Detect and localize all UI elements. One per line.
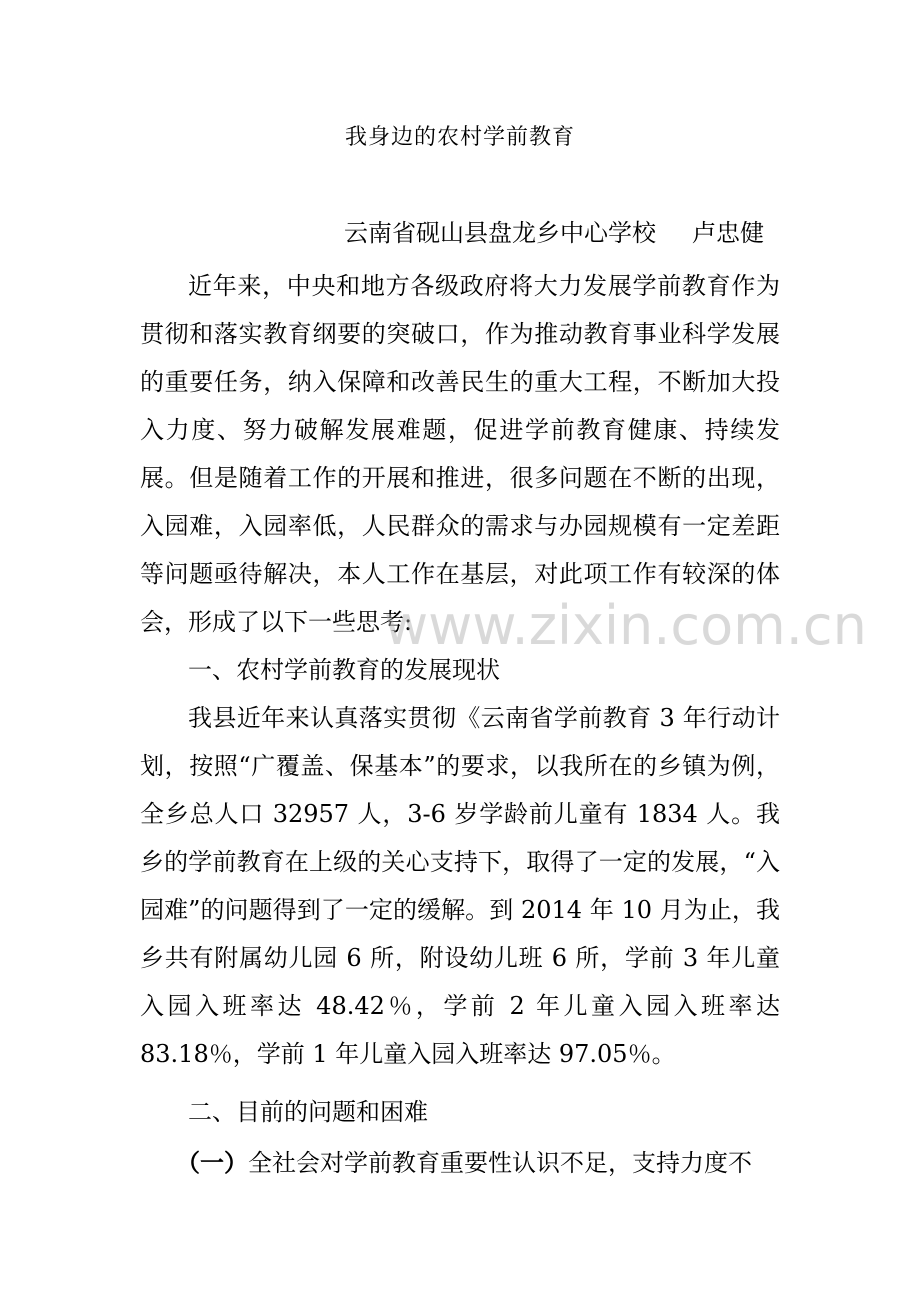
document-title: 我身边的农村学前教育 xyxy=(344,125,575,150)
author-affiliation: 云南省砚山县盘龙乡中心学校 xyxy=(344,219,656,247)
subsection-text: 全社会对学前教育重要性认识不足，支持力度不 xyxy=(248,1149,752,1177)
subsection-number: （一） xyxy=(176,1148,248,1177)
document-body xyxy=(140,262,780,1187)
watermark: www.zixin.com.cn xyxy=(384,594,867,657)
intro-paragraph: 近年来，中央和地方各级政府将大力发展学前教育作为贯彻和落实教育纲要的突破口，作为推动教育事业科学发展的重要任务，纳入保障和改善民生的重大工程，不断加大投入力度、努力破解发展难题，促进学前教育健康、持续发展。但是随着工作的开展和推进，很多问题在不断的出现，入园难，入园率低，人民群众的需求与办园规模有一定差距等问题亟待解决，本人工作在基层，对此项工作有较深的体会，形成了以下一些思考: xyxy=(140,272,780,636)
section-1-paragraph: 我县近年来认真落实贯彻《云南省学前教育 3 年行动计划，按照“广覆盖、保基本”的要求，以我所在的乡镇为例，全乡总人口 32957 人，3-6 岁学龄前儿童有 1834 人。我乡的学前教育在上级的关心支持下，取得了一定的发展，“入园难”的问题得到了一定的缓解。到 2014 年 10 月为止，我乡共有附属幼儿园 6 所，附设幼儿班 6 所，学前 3 年儿童入园入班率达 48.42％，学前 2 年儿童入园入班率达 83.18％，学前 1 年儿童入园入班率达 97.05％。 xyxy=(140,704,780,1068)
author-name: 卢忠健 xyxy=(692,219,764,247)
subsection-2-1 xyxy=(140,1139,780,1187)
author-line xyxy=(344,213,764,253)
section-2-heading: 二、目前的问题和困难 xyxy=(188,1098,428,1126)
section-1-heading: 一、农村学前教育的发展现状 xyxy=(188,656,500,684)
